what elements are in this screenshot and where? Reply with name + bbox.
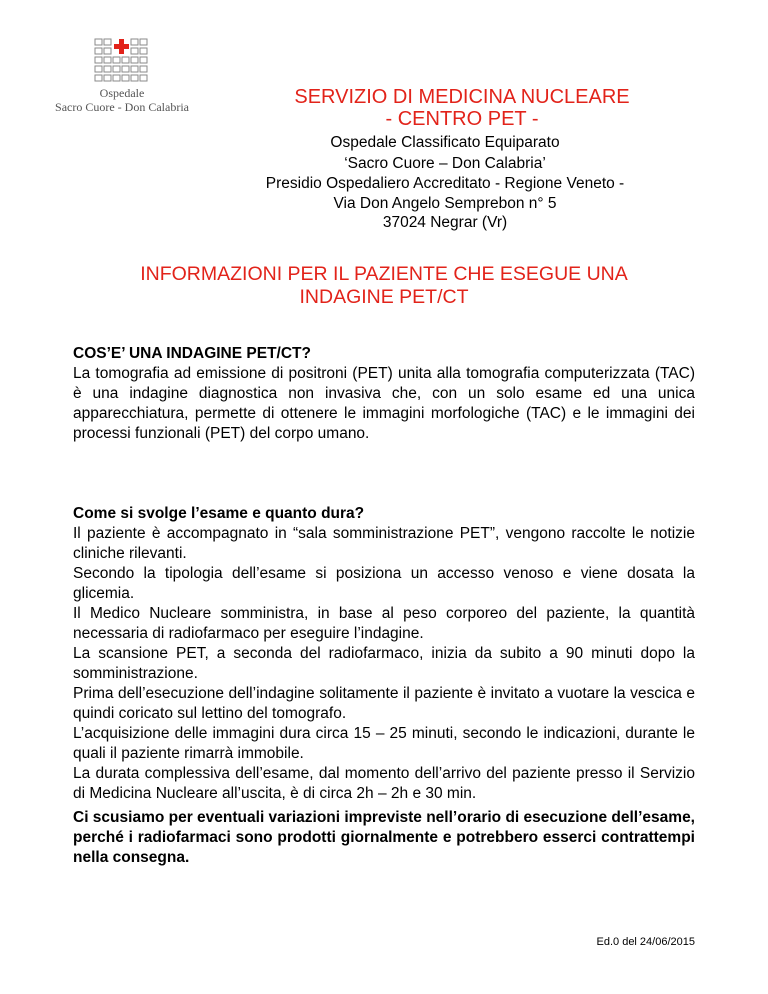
- section-heading-what-is-pet: COS’E’ UNA INDAGINE PET/CT?: [73, 345, 311, 362]
- procedure-paragraph: Il paziente è accompagnato in “sala somministrazione PET”, vengono raccolte le notizie cliniche rilevanti.: [73, 525, 695, 562]
- address-line-3: Presidio Ospedaliero Accreditato - Regione Veneto -: [265, 175, 625, 192]
- procedure-paragraph: La durata complessiva dell’esame, dal momento dell’arrivo del paziente presso il Servizio di Medicina Nucleare all’uscita, è di circa 2h – 2h e 30 min.: [73, 765, 695, 802]
- address-line-4: Via Don Angelo Semprebon n° 5: [333, 195, 557, 212]
- apology-note: Ci scusiamo per eventuali variazioni impreviste nell’orario di esecuzione dell’esame, perché i radiofarmaci sono prodotti giornalmente e potrebbero esserci contrattempi nella consegna.: [73, 809, 695, 866]
- logo-text-line-1: Ospedale: [99, 86, 145, 100]
- procedure-paragraph: Prima dell’esecuzione dell’indagine solitamente il paziente è invitato a vuotare la vescica e quindi coricato sul lettino del tomografo.: [73, 685, 695, 722]
- procedure-paragraph: Il Medico Nucleare somministra, in base al peso corporeo del paziente, la quantità necessaria di radiofarmaco per eseguire l’indagine.: [73, 605, 695, 642]
- procedure-paragraphs: [73, 524, 695, 804]
- hospital-logo: [44, 36, 200, 116]
- procedure-paragraph: La scansione PET, a seconda del radiofarmaco, inizia da subito a 90 minuti dopo la somministrazione.: [73, 645, 695, 682]
- section-heading-procedure: Come si svolge l’esame e quanto dura?: [73, 505, 365, 522]
- document-title-line-2: INDAGINE PET/CT: [299, 286, 469, 308]
- procedure-paragraph: Secondo la tipologia dell’esame si posiziona un accesso venoso e viene dosata la glicemia.: [73, 565, 695, 602]
- address-line-1: Ospedale Classificato Equiparato: [330, 134, 560, 151]
- logo-text-line-2: Sacro Cuore - Don Calabria: [55, 100, 189, 114]
- hospital-building-cross-icon: [94, 38, 150, 84]
- address-line-5: 37024 Negrar (Vr): [382, 214, 508, 231]
- edition-date: Ed.0 del 24/06/2015: [596, 936, 695, 948]
- section-body-what-is-pet: La tomografia ad emissione di positroni (PET) unita alla tomografia computerizzata (TAC) è una indagine diagnostica non invasiva che, con un solo esame ed una unica apparecchiatura, permette di ottenere le immagini morfologiche (TAC) e le immagini dei processi funzionali (PET) del corpo umano.: [73, 365, 695, 442]
- service-subtitle: - CENTRO PET -: [385, 108, 539, 130]
- address-line-2: ‘Sacro Cuore – Don Calabria’: [344, 155, 546, 172]
- service-title: SERVIZIO DI MEDICINA NUCLEARE: [294, 86, 630, 108]
- document-title-line-1: INFORMAZIONI PER IL PAZIENTE CHE ESEGUE UNA: [140, 263, 628, 285]
- procedure-paragraph: L’acquisizione delle immagini dura circa 15 – 25 minuti, secondo le indicazioni, durante le quali il paziente rimarrà immobile.: [73, 725, 695, 762]
